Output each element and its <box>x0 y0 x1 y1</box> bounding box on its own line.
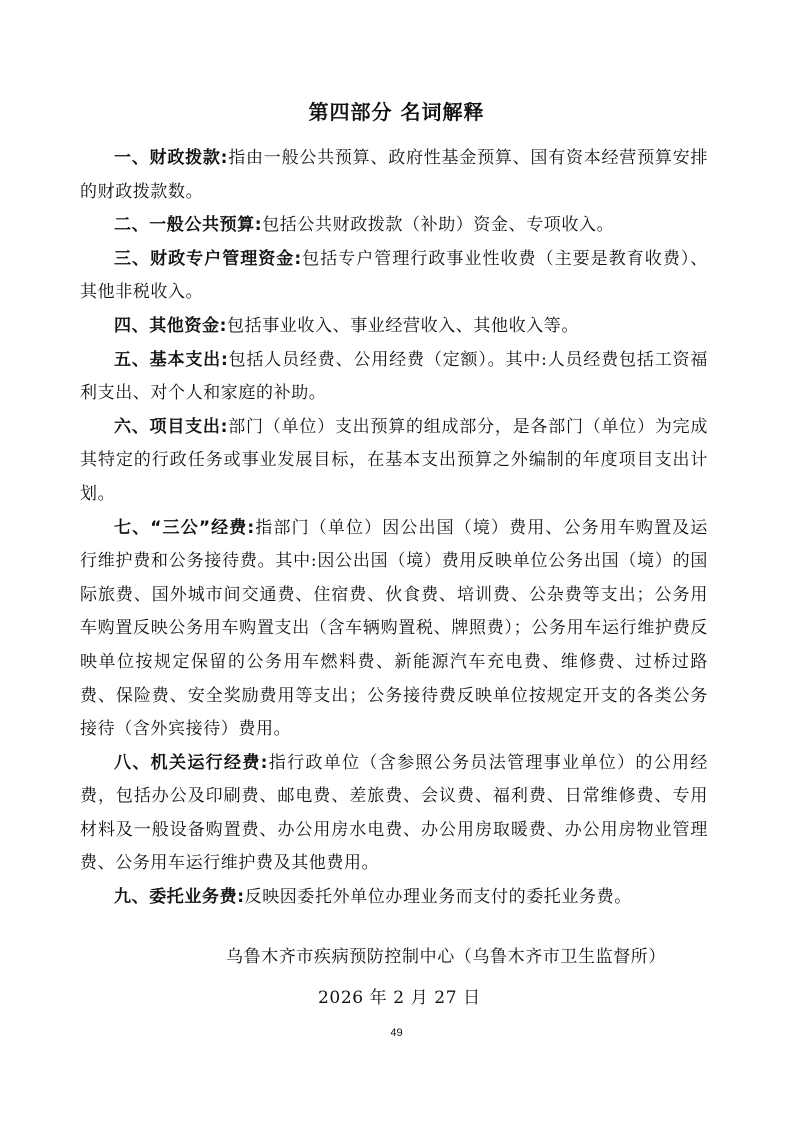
glossary-term: 二、一般公共预算: <box>114 215 263 236</box>
page-title: 第四部分 名词解释 <box>308 100 485 124</box>
glossary-term: 九、委托业务费: <box>114 887 245 908</box>
glossary-entry <box>80 512 708 747</box>
glossary-term: 三、财政专户管理资金: <box>114 248 302 269</box>
glossary-term: 七、“三公”经费: <box>114 517 255 538</box>
page-number: 49 <box>390 1027 403 1039</box>
glossary-term: 四、其他资金: <box>114 315 227 336</box>
glossary-entry <box>80 243 708 310</box>
glossary-term: 一、财政拨款: <box>114 148 229 168</box>
glossary-definition: 包括人员经费、公用经费（定额）。其中:人员经费包括工资福利支出、对个人和家庭的补助。 <box>80 349 708 404</box>
glossary-definition: 反映因委托外单位办理业务而支付的委托业务费。 <box>244 887 632 908</box>
glossary-entry <box>80 747 708 881</box>
glossary-entry <box>80 411 708 512</box>
glossary-definition: 指行政单位（含参照公务员法管理事业单位）的公用经费，包括办公及印刷费、邮电费、差旅费、会议费、福利费、日常维修费、专用材料及一般设备购置费、办公用房水电费、办公用房取暖费、办公用房物业管理费、公务用车运行维护费及其他费用。 <box>80 752 708 874</box>
glossary-entry <box>80 881 708 915</box>
glossary-entry <box>80 142 708 209</box>
glossary-definition: 部门（单位）支出预算的组成部分，是各部门（单位）为完成其特定的行政任务或事业发展目标，在基本支出预算之外编制的年度项目支出计划。 <box>80 416 709 504</box>
glossary-definition: 指部门（单位）因公出国（境）费用、公务用车购置及运行维护费和公务接待费。其中:因公出国（境）费用反映单位公务出国（境）的国际旅费、国外城市间交通费、住宿费、伙食费、培训费、公杂费等支出；公务用车购置反映公务用车购置支出（含车辆购置税、牌照费）；公务用车运行维护费反映单位按规定保留的公务用车燃料费、新能源汽车充电费、维修费、过桥过路费、保险费、安全奖励费用等支出；公务接待费反映单位按规定开支的各类公务接待（含外宾接待）费用。 <box>80 517 709 740</box>
glossary-entry <box>80 310 708 344</box>
glossary-body <box>80 142 708 915</box>
glossary-definition: 包括专户管理行政事业性收费（主要是教育收费）、其他非税收入。 <box>80 248 708 303</box>
glossary-term: 八、机关运行经费: <box>114 752 269 773</box>
glossary-definition: 包括公共财政拨款（补助）资金、专项收入。 <box>262 215 615 236</box>
glossary-entry <box>80 209 708 243</box>
glossary-entry <box>80 344 708 411</box>
glossary-definition: 指由一般公共预算、政府性基金预算、国有资本经营预算安排的财政拨款数。 <box>80 148 709 202</box>
glossary-term: 六、项目支出: <box>114 416 229 437</box>
issue-date: 2026 年 2 月 27 日 <box>318 988 481 1008</box>
glossary-definition: 包括事业收入、事业经营收入、其他收入等。 <box>227 315 579 336</box>
issuer-signature: 乌鲁木齐市疾病预防控制中心（乌鲁木齐市卫生监督所） <box>226 947 666 967</box>
glossary-term: 五、基本支出: <box>114 349 229 370</box>
